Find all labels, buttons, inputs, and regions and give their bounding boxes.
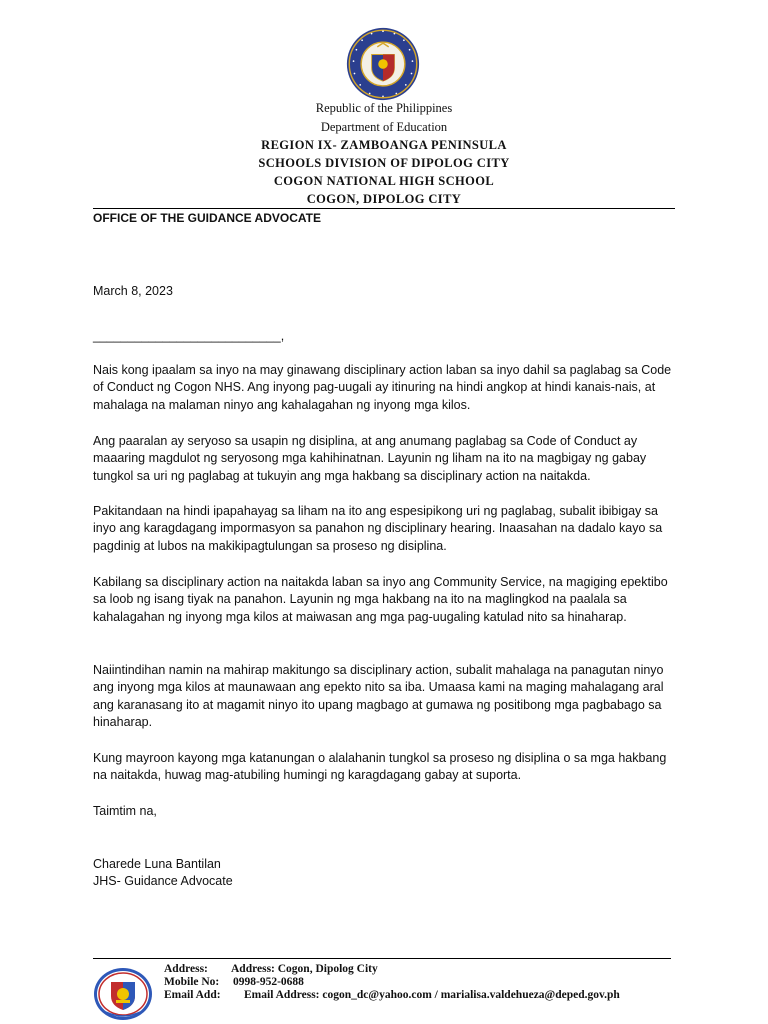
mobile-label: Mobile No: xyxy=(164,976,220,988)
cogon-nhs-seal-icon xyxy=(92,966,154,1022)
closing-salutation: Taimtim na, xyxy=(93,804,157,818)
email-value: Email Address: cogon_dc@yahoo.com / marialisa.valdehueza@deped.gov.ph xyxy=(244,989,620,1001)
paragraph-2: Ang paaralan ay seryoso sa usapin ng disiplina, at ang anumang paglabag sa Code of Conduct ay maaaring magdulot ng seryosong mga kahihinatnan. Layunin ng liham na ito na magbigay ng gabay tungkol sa uri ng paglabag at tukuyin ang mga hakbang sa disciplinary action na naitakda. xyxy=(93,434,647,483)
paragraph-3: Pakitandaan na hindi ipapahayag sa liham na ito ang espesipikong uri ng paglabag, subalit ibibigay sa inyo ang karagdagang impormasyon sa panahon ng disciplinary hearing. Inaasahan na dadalo kayo sa pagdinig at lubos na makikipagtulungan sa proseso ng disiplina. xyxy=(93,504,663,553)
deped-seal-icon xyxy=(345,26,421,102)
mobile-value: 0998-952-0688 xyxy=(233,976,304,988)
address-label: Address: xyxy=(164,963,208,975)
email-label: Email Add: xyxy=(164,989,221,1001)
signer-name: Charede Luna Bantilan xyxy=(93,857,221,871)
country-line: Republic of the Philippines xyxy=(315,101,453,115)
department-line: Department of Education xyxy=(320,120,448,134)
paragraph-6: Kung mayroon kayong mga katanungan o alalahanin tungkol sa proseso ng disiplina o sa mga hakbang na naitakda, huwag mag-atubiling humingi ng karagdagang gabay at suporta. xyxy=(93,751,667,783)
recipient-blank: ___________________________, xyxy=(93,329,285,343)
school-line: COGON NATIONAL HIGH SCHOOL xyxy=(273,174,495,188)
location-line: COGON, DIPOLOG CITY xyxy=(306,192,462,206)
header-divider xyxy=(93,208,675,209)
letter-date: March 8, 2023 xyxy=(93,284,173,298)
paragraph-1: Nais kong ipaalam sa inyo na may ginawang disciplinary action laban sa inyo dahil sa paglabag sa Code of Conduct ng Cogon NHS. Ang inyong pag-uugali ay itinuring na hindi angkop at hindi kanais-nais, at mahalaga na malaman ninyo ang kahalagahan ng inyong mga kilos. xyxy=(93,363,672,412)
office-heading: OFFICE OF THE GUIDANCE ADVOCATE xyxy=(93,211,321,225)
address-value: Address: Cogon, Dipolog City xyxy=(231,963,378,975)
signer-title: JHS- Guidance Advocate xyxy=(93,874,233,888)
footer-divider xyxy=(93,958,671,959)
paragraph-4: Kabilang sa disciplinary action na naitakda laban sa inyo ang Community Service, na magiging epektibo sa loob ng isang tiyak na panahon. Layunin ng mga hakbang na ito na maglingkod na paalala sa kahalagahan ng inyong mga kilos at maiwasan ang mga pag-uugaling katulad nito sa hinaharap. xyxy=(93,575,668,624)
division-line: SCHOOLS DIVISION OF DIPOLOG CITY xyxy=(258,156,510,170)
region-line: REGION IX- ZAMBOANGA PENINSULA xyxy=(261,138,507,152)
paragraph-5: Naiintindihan namin na mahirap makitungo sa disciplinary action, subalit mahalaga na panagutan ninyo ang inyong mga kilos at maunawaan ang epekto nito sa iba. Umaasa kami na maging mahalagang aral ang karanasang ito at magamit ninyo ito upang magbago at gumawa ng positibong mga pagbabago sa hinaharap. xyxy=(93,663,664,729)
